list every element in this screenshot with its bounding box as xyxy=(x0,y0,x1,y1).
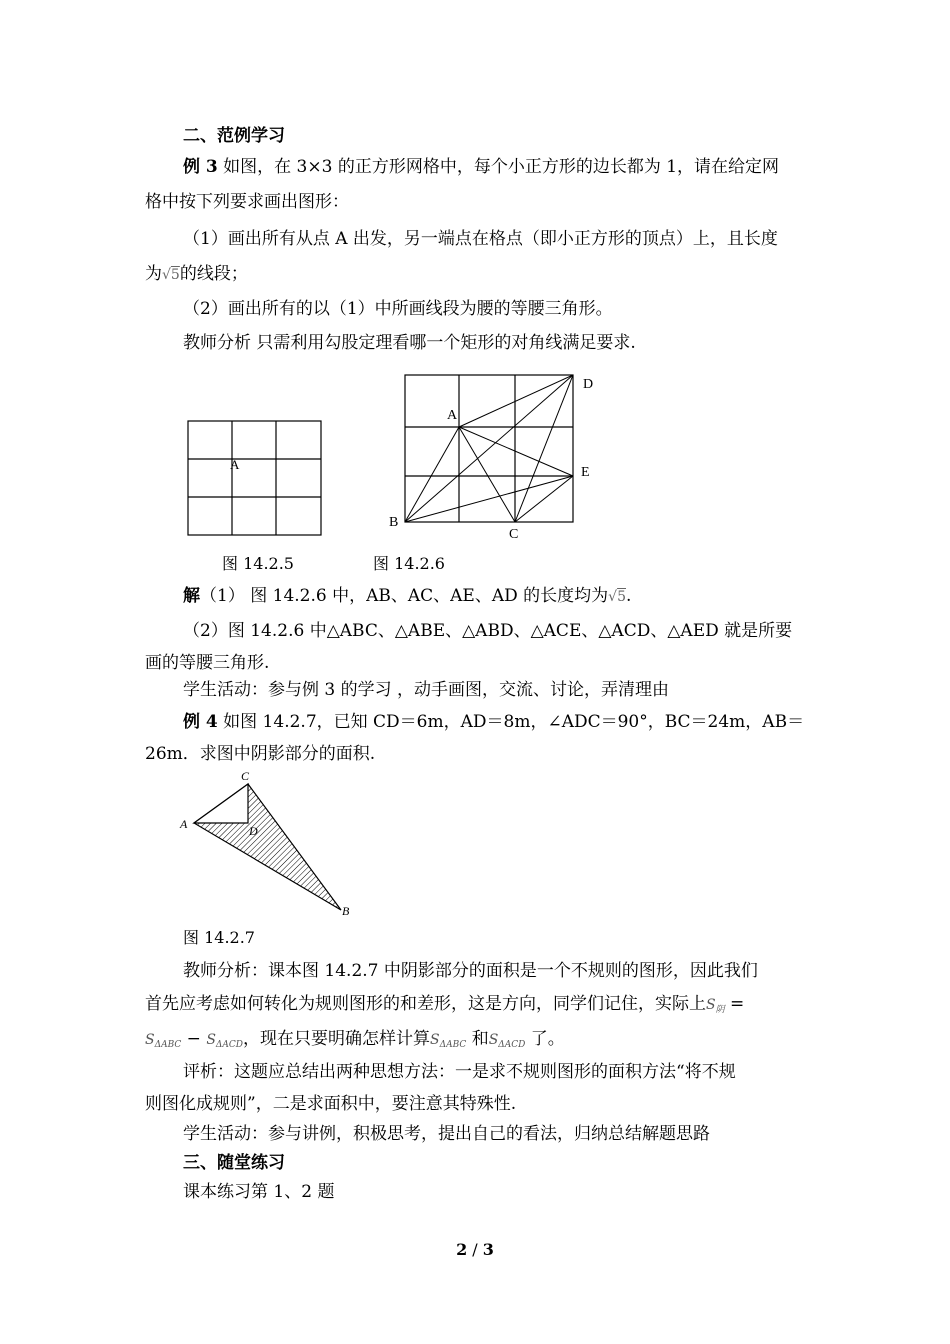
analysis2-line3-mid: ，现在只要明确怎样计算 xyxy=(243,1029,431,1049)
fig3-label-d: D xyxy=(249,824,258,838)
solution-label: 解 xyxy=(183,586,200,606)
s-shade-symbol: S xyxy=(706,997,716,1013)
s-acd-symbol-2: S xyxy=(488,1032,499,1048)
s-abc-subscript-2: ΔABC xyxy=(439,1040,467,1050)
equals-sign: = xyxy=(724,994,745,1014)
example3-line1 xyxy=(183,156,779,178)
figure-14-2-5 xyxy=(185,418,325,540)
solution-s1: （1） 图 14.2.6 中，AB、AC、AE、AD 的长度均为 xyxy=(200,586,609,606)
page-separator: / xyxy=(467,1240,483,1259)
fig3-label-b: B xyxy=(342,904,350,918)
s-abc-symbol: S xyxy=(145,1032,155,1048)
example3-label: 例 3 xyxy=(183,157,218,177)
s-acd-symbol: S xyxy=(206,1032,216,1048)
example3-q1a: （1）画出所有从点 A 出发，另一端点在格点（即小正方形的顶点）上，且长度 xyxy=(183,229,778,249)
minus-sign: − xyxy=(181,1029,207,1049)
fig2-label-e: E xyxy=(581,465,590,480)
analysis2-line2-text: 首先应考虑如何转化为规则图形的和差形，这是方向，同学们记住，实际上 xyxy=(145,994,706,1014)
fig3-label-c: C xyxy=(241,769,250,783)
solution-s1-end: . xyxy=(626,586,632,606)
example4-line1 xyxy=(183,711,804,733)
example3-text1: 如图，在 3×3 的正方形网格中，每个小正方形的边长都为 1，请在给定网 xyxy=(217,157,780,177)
analysis2-line2 xyxy=(145,993,744,1021)
example4-line2: 26m．求图中阴影部分的面积. xyxy=(145,744,376,764)
page-total: 3 xyxy=(482,1240,494,1259)
example4-text1: 如图 14.2.7，已知 CD＝6m，AD＝8m，∠ADC＝90°，BC＝24m，AB＝ xyxy=(217,712,805,732)
s-abc-symbol-2: S xyxy=(430,1032,440,1048)
s-abc-subscript: ΔABC xyxy=(154,1040,182,1050)
section3-title: 三、随堂练习 xyxy=(183,1153,285,1173)
example3-q1b xyxy=(145,263,248,286)
fig2-label-d: D xyxy=(583,377,594,392)
example3-q2: （2）画出所有的以（1）中所画线段为腰的等腰三角形。 xyxy=(183,299,613,319)
page-number xyxy=(0,1240,950,1259)
example3-analysis: 教师分析 只需利用勾股定理看哪一个矩形的对角线满足要求. xyxy=(183,333,636,353)
sqrt5-expression: √5 xyxy=(162,267,180,283)
fig1-point-a-label: A xyxy=(230,457,240,472)
solution-sqrt5-radicand: 5 xyxy=(617,589,626,605)
solution-line2: （2）图 14.2.6 中△ABC、△ABE、△ABD、△ACE、△ACD、△AED 就是所要 xyxy=(183,621,793,641)
section2-title: 二、范例学习 xyxy=(183,126,285,146)
solution-sqrt5: √5 xyxy=(608,589,626,605)
page-current: 2 xyxy=(456,1240,468,1259)
example3-line2: 格中按下列要求画出图形： xyxy=(145,192,349,212)
fig2-label-a: A xyxy=(447,408,458,423)
s-acd-subscript: ΔACD xyxy=(215,1040,244,1050)
solution-line3: 画的等腰三角形. xyxy=(145,653,270,673)
section3-content: 课本练习第 1、2 题 xyxy=(183,1182,335,1202)
comment-line1: 评析：这题应总结出两种思想方法：一是求不规则图形的面积方法“将不规 xyxy=(183,1062,736,1082)
fig1-caption: 图 14.2.5 xyxy=(222,554,294,573)
fig2-segments xyxy=(405,375,573,522)
figure-14-2-6 xyxy=(385,370,605,542)
and-word: 和 xyxy=(466,1029,489,1049)
analysis2-end: 了。 xyxy=(525,1029,565,1049)
comment-line2: 则图化成规则”，二是求面积中，要注意其特殊性. xyxy=(145,1094,517,1114)
s-acd-subscript-2: ΔACD xyxy=(498,1040,526,1050)
analysis2-line3 xyxy=(145,1028,565,1056)
sqrt5-radicand: 5 xyxy=(170,267,180,283)
s-shade-subscript: 阴 xyxy=(715,1005,725,1015)
q1b-post: 的线段； xyxy=(179,264,248,284)
activity1: 学生活动：参与例 3 的学习 ，动手画图，交流、讨论，弄清理由 xyxy=(183,680,670,700)
figure-14-2-7 xyxy=(175,768,365,923)
q1b-pre: 为 xyxy=(145,264,162,284)
activity2: 学生活动：参与讲例，积极思考，提出自己的看法，归纳总结解题思路 xyxy=(183,1124,710,1144)
fig3-caption: 图 14.2.7 xyxy=(183,928,255,947)
example4-label: 例 4 xyxy=(183,712,218,732)
fig2-label-b: B xyxy=(389,515,399,530)
fig2-label-c: C xyxy=(509,527,519,542)
fig3-label-a: A xyxy=(180,817,188,831)
analysis2-line1: 教师分析：课本图 14.2.7 中阴影部分的面积是一个不规则的图形，因此我们 xyxy=(183,961,758,981)
fig2-caption: 图 14.2.6 xyxy=(373,554,445,573)
solution-line1 xyxy=(183,585,631,608)
